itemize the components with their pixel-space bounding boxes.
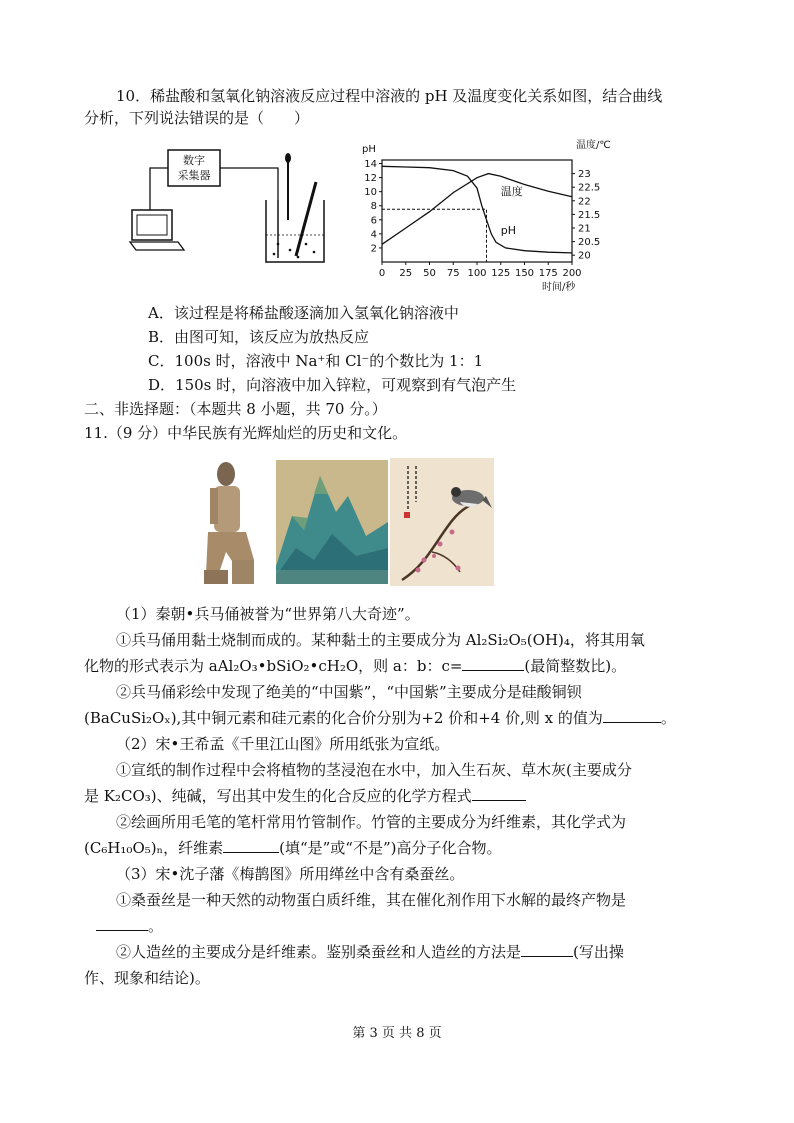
y-right-tick-label: 20	[578, 250, 591, 262]
x-tick-label: 125	[491, 268, 511, 279]
y-right-tick-label: 23	[578, 169, 591, 181]
y-left-tick-label: 10	[364, 187, 377, 199]
q10-option-a: A．该过程是将稀盐酸逐滴加入氢氧化钠溶液中	[148, 304, 459, 322]
q11-part3-1a: ①桑蚕丝是一种天然的动物蛋白质纤维，其在催化剂作用下水解的最终产物是	[116, 891, 627, 909]
x-tick-label: 0	[378, 268, 386, 279]
q11-part2-2b-end: (填“是”或“不是”)高分子化合物。	[279, 839, 502, 857]
y-right-tick-label: 22	[578, 196, 591, 208]
answer-blank-polymer[interactable]	[223, 838, 279, 853]
answer-blank-equation[interactable]	[472, 786, 526, 801]
section2-heading: 二、非选择题：（本题共 8 小题，共 70 分。）	[84, 400, 387, 418]
y-right-tick-label: 21.5	[578, 209, 601, 221]
y-left-tick-label: 2	[370, 243, 377, 255]
beaker	[266, 200, 324, 262]
q10-stem-line1: 10．稀盐酸和氢氧化钠溶液反应过程中溶液的 pH 及温度变化关系如图，结合曲线	[116, 87, 663, 105]
q11-part1-2b	[84, 708, 676, 728]
y-left-tick-label: 14	[364, 159, 377, 171]
y-right-tick-label: 20.5	[578, 237, 601, 249]
answer-blank-x[interactable]	[603, 708, 661, 723]
q11-part2-1b	[84, 786, 526, 806]
x-tick-label: 25	[399, 268, 413, 279]
q11-part3-2a-text: ②人造丝的主要成分是纤维素。鉴别桑蚕丝和人造丝的方法是	[116, 943, 522, 961]
q11-part2-2a: ②绘画所用毛笔的笔杆常用竹管制作。竹管的主要成分为纤维素，其化学式为	[116, 813, 627, 831]
x-tick-label: 175	[538, 268, 558, 279]
q11-part3: （3）宋•沈子藩《梅鹊图》所用缂丝中含有桑蚕丝。	[116, 865, 465, 883]
q10-option-d: D．150s 时，向溶液中加入锌粒，可观察到有气泡产生	[148, 376, 517, 394]
data-collector-label-1: 数字	[183, 154, 205, 167]
data-collector-label-2: 采集器	[177, 169, 211, 182]
q11-part2: （2）宋•王希孟《千里江山图》所用纸张为宣纸。	[116, 735, 450, 753]
q11-part1-2b-text: (BaCuSi₂Oₓ),其中铜元素和硅元素的化合价分别为+2 价和+4 价,则 x 的值为	[84, 709, 603, 727]
computer-keyboard	[130, 242, 184, 250]
q11-part2-1a: ①宣纸的制作过程中会将植物的茎浸泡在水中，加入生石灰、草木灰(主要成分	[116, 761, 632, 779]
y-left-tick-label: 4	[370, 229, 377, 241]
y-right-tick-label: 21	[578, 223, 591, 235]
q11-part3-2a	[116, 942, 624, 962]
plot-frame	[382, 160, 572, 262]
q11-part1-2b-end: 。	[660, 709, 676, 727]
q11-part2-2b-text: (C₆H₁₀O₅)ₙ，纤维素	[84, 839, 224, 857]
q11-part2-2b	[84, 838, 502, 858]
x-tick-label: 75	[446, 268, 460, 279]
q11-part1-1b	[84, 656, 626, 676]
q11-part1-2a: ②兵马俑彩绘中发现了绝美的“中国紫”，“中国紫”主要成分是硅酸铜钡	[116, 683, 582, 701]
y-right-tick-label: 22.5	[578, 182, 601, 194]
q10-option-b: B．由图可知，该反应为放热反应	[148, 328, 370, 346]
y-left-tick-label: 6	[370, 215, 377, 227]
q11-part2-1b-text: 是 K₂CO₃)、纯碱，写出其中发生的化合反应的化学方程式	[84, 787, 472, 805]
q11-part3-2b: 作、现象和结论)。	[84, 969, 210, 987]
curve-annotation-1: pH	[500, 223, 517, 237]
page-footer: 第 3 页 共 8 页	[352, 1026, 442, 1041]
x-tick-label: 200	[562, 268, 582, 279]
landscape-painting-image	[276, 460, 388, 584]
x-axis-label: 时间/秒	[542, 282, 576, 293]
apparatus-figure	[128, 140, 328, 270]
answer-blank-identify[interactable]	[521, 942, 573, 957]
y-right-axis-label: 温度/℃	[576, 140, 611, 151]
answer-blank-ratio[interactable]	[462, 656, 524, 671]
terracotta-warrior-image	[196, 456, 266, 590]
q11-part1-1b-end: (最简整数比)。	[524, 657, 627, 675]
y-left-axis-label: pH	[362, 144, 376, 155]
x-tick-label: 50	[423, 268, 436, 279]
q11-part1-1b-text: 化物的形式表示为 aAl₂O₃•bSiO₂•cH₂O，则 a：b：c=	[84, 657, 463, 675]
q11-part1-1a: ①兵马俑用黏土烧制而成的。某种黏土的主要成分为 Al₂Si₂O₅(OH)₄，将其用氧	[116, 631, 645, 649]
x-tick-label: 100	[467, 268, 487, 279]
y-left-tick-label: 8	[370, 201, 377, 213]
q10-option-c: C．100s 时，溶液中 Na⁺和 Cl⁻的个数比为 1：1	[148, 352, 484, 370]
y-left-tick-label: 12	[364, 173, 377, 185]
x-tick-label: 150	[514, 268, 535, 279]
answer-blank-hydrolysis[interactable]	[96, 916, 148, 931]
plum-magpie-painting-image	[390, 458, 494, 586]
q11-images	[196, 456, 496, 590]
q10-stem-line2: 分析，下列说法错误的是（ ）	[84, 109, 310, 127]
curve-annotation-0: 温度	[500, 185, 523, 199]
reference-dashed-line	[382, 209, 487, 262]
q11-part3-1b	[96, 916, 163, 936]
q11-stem: 11.（9 分）中华民族有光辉灿烂的历史和文化。	[84, 424, 408, 442]
ph-temperature-chart	[352, 134, 611, 294]
q11-part3-1b-end: 。	[148, 917, 164, 935]
q11-part3-2a-end: (写出操	[573, 943, 624, 961]
q11-part1: （1）秦朝•兵马俑被誉为“世界第八大奇迹”。	[116, 605, 420, 623]
